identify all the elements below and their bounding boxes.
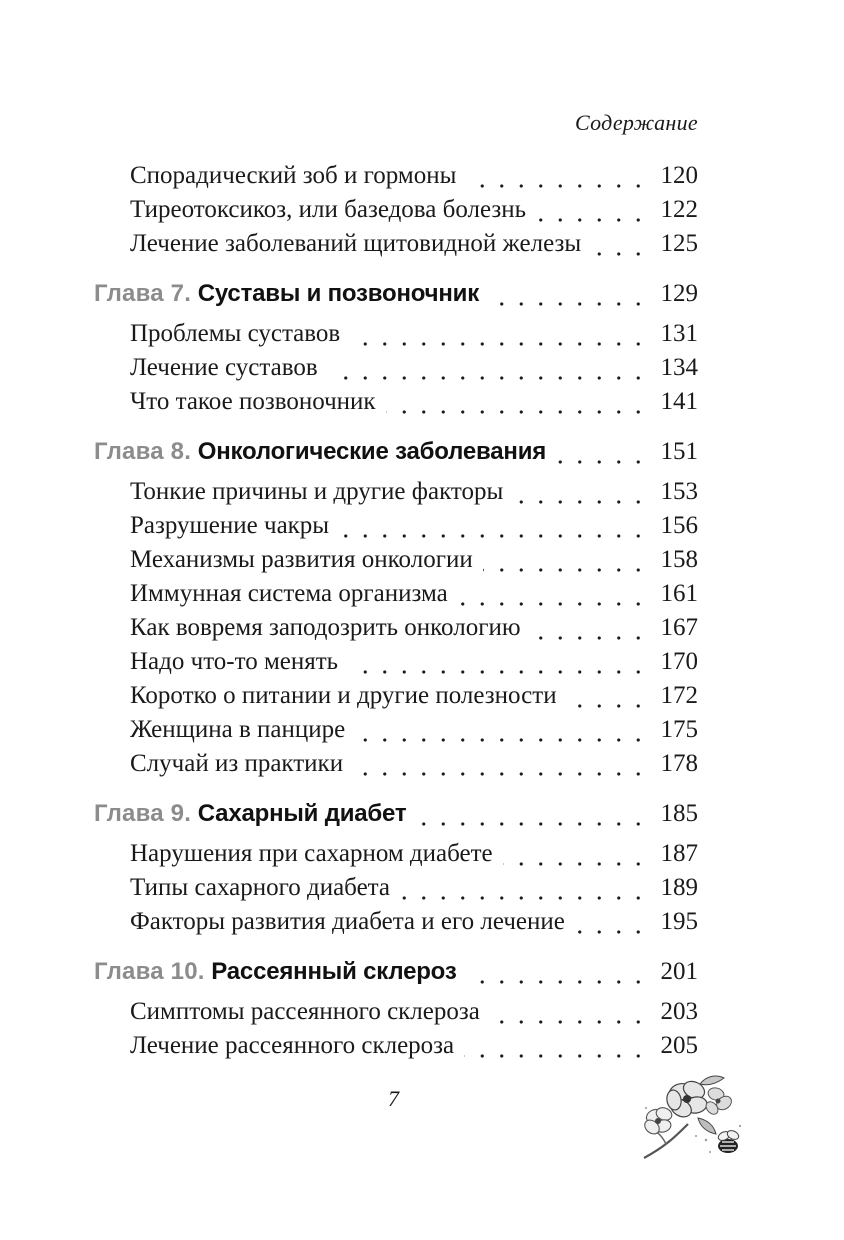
toc-entry-row — [0, 510, 844, 544]
dot-leader — [503, 862, 648, 866]
toc-entry-row — [0, 544, 844, 578]
entry-title: Случай из практики — [130, 750, 344, 777]
page-ref: 134 — [660, 354, 698, 381]
dot-leader — [386, 410, 648, 414]
page-ref: 129 — [660, 280, 698, 307]
entry-title: Коротко о питании и другие полезности — [130, 682, 557, 709]
entry-title: Симптомы рассеянного склероза — [130, 998, 480, 1025]
toc-chapter-row — [0, 278, 844, 312]
chapter-heading — [94, 438, 546, 466]
page-ref: 203 — [660, 998, 698, 1025]
toc-entry-row — [0, 906, 844, 940]
chapter-title: Суставы и позвоночник — [197, 280, 480, 307]
chapter-label: Глава 10. — [94, 958, 205, 985]
dot-leader — [328, 376, 648, 380]
toc-chapter-row — [0, 436, 844, 470]
entry-title: Тиреотоксикоз, или базедова болезнь — [130, 196, 527, 223]
dot-leader — [575, 930, 648, 934]
dot-leader — [458, 602, 648, 606]
dot-leader — [490, 1020, 648, 1024]
toc-entry-row — [0, 476, 844, 510]
dot-leader — [416, 822, 648, 826]
dot-leader — [556, 460, 648, 464]
dot-leader — [531, 636, 648, 640]
entry-title: Механизмы развития онкологии — [130, 546, 473, 573]
running-head: Содержание — [574, 110, 698, 135]
toc-entry-row — [0, 680, 844, 714]
page-ref: 120 — [660, 162, 698, 189]
page-ref: 125 — [660, 230, 698, 257]
dot-leader — [339, 534, 648, 538]
toc-entry-row — [0, 872, 844, 906]
dot-leader — [348, 670, 648, 674]
dot-leader — [355, 738, 648, 742]
page-ref: 161 — [660, 580, 698, 607]
page-ref: 167 — [660, 614, 698, 641]
chapter-label: Глава 9. — [94, 800, 192, 827]
toc-entry-row — [0, 318, 844, 352]
page-ref: 201 — [660, 958, 698, 985]
toc-entry-row — [0, 1030, 844, 1064]
chapter-title: Рассеянный склероз — [211, 958, 457, 985]
entry-title: Как вовремя заподозрить онкологию — [130, 614, 521, 641]
dot-leader — [513, 500, 648, 504]
chapter-heading — [94, 800, 406, 828]
page-ref: 158 — [660, 546, 698, 573]
entry-title: Лечение рассеянного склероза — [130, 1032, 455, 1059]
entry-title: Что такое позвоночник — [130, 388, 376, 415]
dot-leader — [567, 704, 648, 708]
toc-entry-row — [0, 996, 844, 1030]
toc-entry-row — [0, 612, 844, 646]
entry-title: Типы сахарного диабета — [130, 874, 390, 901]
dot-leader — [466, 184, 648, 188]
page-ref: 170 — [660, 648, 698, 675]
toc-chapter-row — [0, 956, 844, 990]
toc-entry-row — [0, 646, 844, 680]
dot-leader — [353, 772, 648, 776]
page-ref: 187 — [660, 840, 698, 867]
dot-leader — [591, 252, 648, 256]
entry-title: Спорадический зоб и гормоны — [130, 162, 457, 189]
entry-title: Надо что-то менять — [130, 648, 339, 675]
page-ref: 141 — [660, 388, 698, 415]
flower-ornament-icon — [636, 1070, 748, 1162]
toc-entry-row — [0, 194, 844, 228]
toc-entry-row — [0, 160, 844, 194]
page-ref: 185 — [660, 800, 698, 827]
page-ref: 205 — [660, 1032, 698, 1059]
dot-leader — [489, 302, 648, 306]
entry-title: Женщина в панцире — [130, 716, 346, 743]
entry-title: Проблемы суставов — [130, 320, 341, 347]
chapter-title: Онкологические заболевания — [197, 438, 547, 465]
dot-leader — [350, 342, 648, 346]
chapter-heading — [94, 280, 479, 308]
page-ref: 151 — [660, 438, 698, 465]
entry-title: Разрушение чакры — [130, 512, 330, 539]
entry-title: Тонкие причины и другие факторы — [130, 478, 504, 505]
dot-leader — [483, 568, 648, 572]
dot-leader — [400, 896, 648, 900]
page-number: 7 — [388, 1086, 399, 1111]
chapter-label: Глава 7. — [94, 280, 192, 307]
page-ref: 156 — [660, 512, 698, 539]
toc-chapter-row — [0, 798, 844, 832]
chapter-title: Сахарный диабет — [197, 800, 407, 827]
chapter-label: Глава 8. — [94, 438, 192, 465]
entry-title: Нарушения при сахарном диабете — [130, 840, 493, 867]
chapter-heading — [94, 958, 457, 986]
toc-entry-row — [0, 838, 844, 872]
page-ref: 189 — [660, 874, 698, 901]
page-ref: 178 — [660, 750, 698, 777]
entry-title: Факторы развития диабета и его лечение — [130, 908, 565, 935]
toc-entry-row — [0, 228, 844, 262]
toc-entry-row — [0, 352, 844, 386]
dot-leader — [536, 218, 648, 222]
toc-entry-row — [0, 578, 844, 612]
page-ref: 131 — [660, 320, 698, 347]
page-ref: 172 — [660, 682, 698, 709]
entry-title: Лечение суставов — [130, 354, 318, 381]
page-ref: 153 — [660, 478, 698, 505]
page-ref: 195 — [660, 908, 698, 935]
entry-title: Иммунная система организма — [130, 580, 448, 607]
entry-title: Лечение заболеваний щитовидной железы — [130, 230, 582, 257]
toc-entry-row — [0, 748, 844, 782]
page-ref: 122 — [660, 196, 698, 223]
dot-leader — [464, 1054, 648, 1058]
page-ref: 175 — [660, 716, 698, 743]
dot-leader — [467, 980, 648, 984]
toc-entry-row — [0, 714, 844, 748]
toc-entry-row — [0, 386, 844, 420]
